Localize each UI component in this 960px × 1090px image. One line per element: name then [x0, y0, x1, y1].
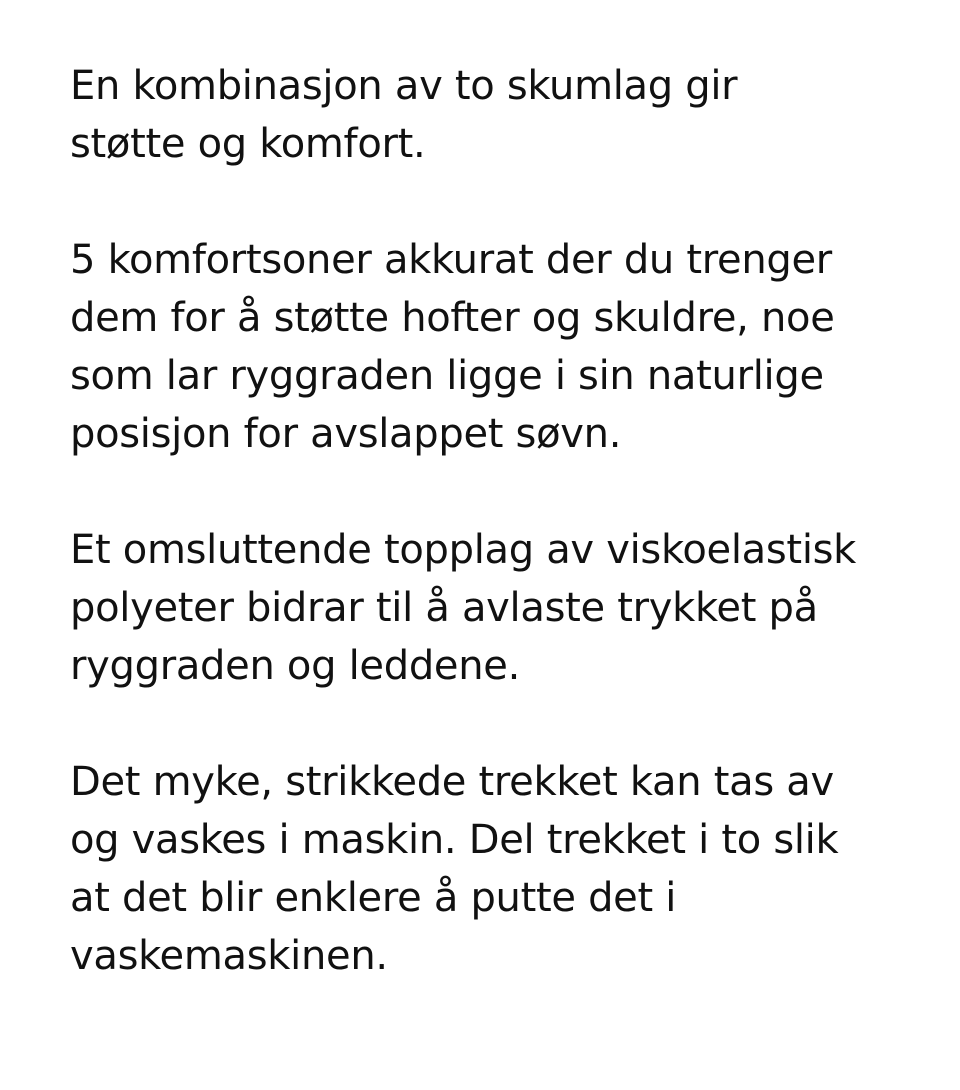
text-line: polyeter bidrar til å avlaste trykket på — [70, 585, 818, 631]
text-line: vaskemaskinen. — [70, 933, 388, 979]
text-line: som lar ryggraden ligge i sin naturlige — [70, 353, 824, 399]
text-line: Det myke, strikkede trekket kan tas av — [70, 759, 834, 805]
text-line: posisjon for avslappet søvn. — [70, 411, 622, 457]
text-line: at det blir enklere å putte det i — [70, 875, 677, 921]
text-line: Et omsluttende topplag av viskoelastisk — [70, 527, 857, 573]
paragraph-cover — [70, 753, 930, 985]
text-line: ryggraden og leddene. — [70, 643, 520, 689]
text-line: 5 komfortsoner akkurat der du trenger — [70, 237, 832, 283]
paragraph-top-layer — [70, 521, 930, 695]
paragraph-comfort-zones — [70, 231, 930, 463]
text-line: En kombinasjon av to skumlag gir — [70, 63, 738, 109]
product-description — [70, 57, 930, 985]
text-line: støtte og komfort. — [70, 121, 426, 167]
text-line: og vaskes i maskin. Del trekket i to slik — [70, 817, 839, 863]
paragraph-foam-layers — [70, 57, 930, 173]
text-line: dem for å støtte hofter og skuldre, noe — [70, 295, 835, 341]
